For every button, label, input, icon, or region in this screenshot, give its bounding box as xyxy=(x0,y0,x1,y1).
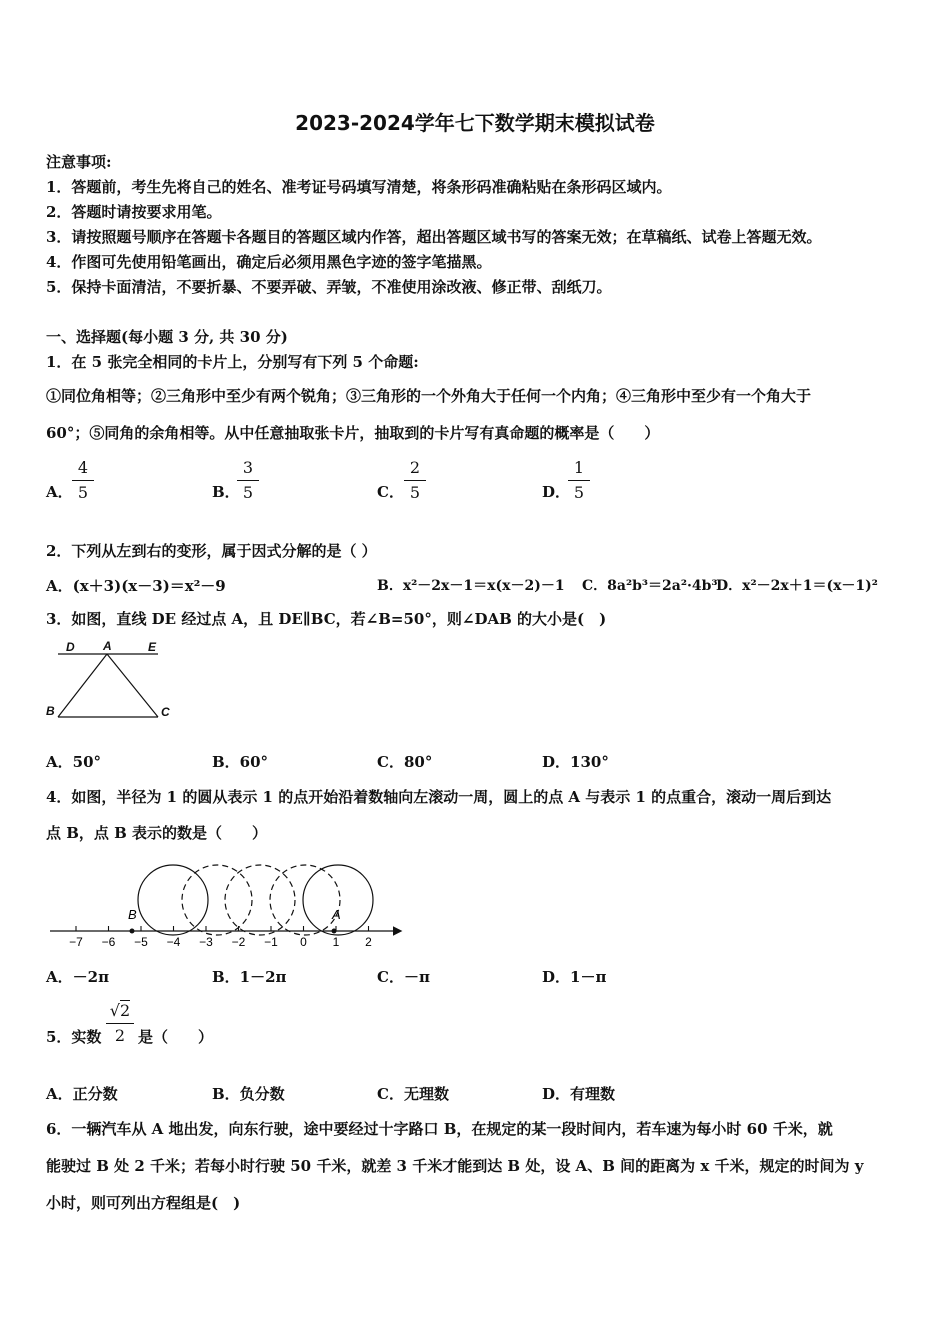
circle-rolling xyxy=(182,865,252,935)
label-e: E xyxy=(148,640,157,654)
fraction-denominator: 5 xyxy=(242,483,254,502)
notice-heading: 注意事项: xyxy=(46,153,112,171)
section-heading: 一、选择题(每小题 3 分, 共 30 分) xyxy=(46,328,288,346)
q2-stem: 2．下列从左到右的变形，属于因式分解的是（ ） xyxy=(46,542,377,560)
q2-option: D．x²－2x＋1＝(x－1)² xyxy=(716,578,878,594)
q3-option: C．80° xyxy=(377,753,433,771)
notice-item: 5．保持卡面清洁，不要折暴、不要弄破、弄皱，不准使用涂改液、修正带、刮纸刀。 xyxy=(46,278,612,296)
q1-option-fraction xyxy=(404,458,426,503)
q1-option-fraction xyxy=(72,458,94,503)
circle-rolling xyxy=(225,865,295,935)
q2-option: C．8a²b³＝2a²·4b³ xyxy=(582,578,718,594)
label-d: D xyxy=(66,640,75,654)
notice-item: 1．答题前，考生先将自己的姓名、准考证号码填写清楚，将条形码准确粘贴在条形码区域内。 xyxy=(46,178,672,196)
sqrt-icon: √ xyxy=(109,1001,120,1020)
fraction-denominator: 2 xyxy=(114,1026,126,1045)
q4-option: B．1－2π xyxy=(212,968,287,986)
q2-option: B．x²－2x－1＝x(x－2)－1 xyxy=(377,578,565,594)
axis-tick-label: −7 xyxy=(69,935,83,949)
q3-option: A．50° xyxy=(46,753,102,771)
q4-option: D．1－π xyxy=(542,968,607,986)
fraction-numerator: 4 xyxy=(77,458,89,477)
circle-rolling xyxy=(270,865,340,935)
label-c: C xyxy=(161,705,170,719)
radicand: 2 xyxy=(120,1001,131,1020)
q6-stem-line: 能驶过 B 处 2 千米；若每小时行驶 50 千米，就差 3 千米才能到达 B 处，设 A、B 间的距离为 x 千米，规定的时间为 y xyxy=(46,1157,864,1175)
axis-tick-label: 2 xyxy=(365,935,372,949)
label-b: B xyxy=(46,704,55,718)
q1-stem-line: 1．在 5 张完全相同的卡片上，分别写有下列 5 个命题: xyxy=(46,353,419,371)
q3-option: B．60° xyxy=(212,753,269,771)
axis-tick-labels xyxy=(69,935,372,949)
q1-option-label: D． xyxy=(542,483,571,501)
q1-option-label: C． xyxy=(377,483,404,501)
fraction-denominator: 5 xyxy=(573,483,585,502)
notice-item: 4．作图可先使用铅笔画出，确定后必须用黑色字迹的签字笔描黑。 xyxy=(46,253,492,271)
circle-end xyxy=(138,865,208,935)
notice-item: 2．答题时请按要求用笔。 xyxy=(46,203,222,221)
q4-option: C．－π xyxy=(377,968,430,986)
q5-option: B．负分数 xyxy=(212,1085,285,1103)
axis-tick-label: −3 xyxy=(199,935,213,949)
notice-item: 3．请按照题号顺序在答题卡各题目的答题区域内作答，超出答题区域书写的答案无效；在草稿纸、试卷上答题无效。 xyxy=(46,228,822,246)
q5-option: A．正分数 xyxy=(46,1085,118,1103)
label-b: B xyxy=(128,907,137,922)
q1-stem-line: ①同位角相等；②三角形中至少有两个锐角；③三角形的一个外角大于任何一个内角；④三角形中至少有一个角大于 xyxy=(46,387,812,405)
q6-stem-line: 小时，则可列出方程组是( ) xyxy=(46,1194,241,1212)
point-b xyxy=(130,929,135,934)
fraction-denominator: 5 xyxy=(77,483,89,502)
point-a xyxy=(332,929,337,934)
sqrt-expression xyxy=(106,1000,134,1022)
q5-option: D．有理数 xyxy=(542,1085,616,1103)
q4-number-line-figure xyxy=(40,850,410,955)
q6-stem-line: 6．一辆汽车从 A 地出发，向东行驶，途中要经过十字路口 B，在规定的某一段时间内，若车速为每小时 60 千米，就 xyxy=(46,1120,833,1138)
fraction-numerator: 1 xyxy=(573,458,585,477)
q5-suffix: 是（ ） xyxy=(138,1028,214,1046)
q5-prefix: 5．实数 xyxy=(46,1028,102,1046)
fraction-denominator: 5 xyxy=(409,483,421,502)
segment-ac xyxy=(107,654,158,717)
q3-stem: 3．如图，直线 DE 经过点 A，且 DE∥BC，若∠B=50°，则∠DAB 的大小是( ) xyxy=(46,610,607,628)
axis-tick-label: −6 xyxy=(101,935,116,949)
q4-stem-line: 点 B，点 B 表示的数是（ ） xyxy=(46,824,268,842)
label-a: A xyxy=(103,639,112,653)
segment-ab xyxy=(58,654,107,717)
label-a: A xyxy=(332,907,341,922)
q1-stem-line: 60°；⑤同角的余角相等。从中任意抽取张卡片，抽取到的卡片写有真命题的概率是（ ） xyxy=(46,424,660,442)
q5-fraction xyxy=(106,1000,134,1047)
axis-tick-label: 0 xyxy=(300,935,307,949)
q2-option: A．(x＋3)(x－3)＝x²－9 xyxy=(46,577,226,595)
axis-tick-label: −4 xyxy=(166,935,181,949)
axis-tick-label: 1 xyxy=(332,935,340,949)
q1-option-fraction xyxy=(568,458,590,503)
circle-start xyxy=(303,865,373,935)
q1-option-label: B． xyxy=(212,483,240,501)
page-title: 2023-2024学年七下数学期末模拟试卷 xyxy=(295,111,655,135)
q1-option-fraction xyxy=(237,458,259,503)
axis-tick-label: −2 xyxy=(231,935,246,949)
q4-stem-line: 4．如图，半径为 1 的圆从表示 1 的点开始沿着数轴向左滚动一周，圆上的点 A 与表示 1 的点重合，滚动一周后到达 xyxy=(46,788,832,806)
axis-tick-label: −5 xyxy=(134,935,148,949)
q4-option: A．－2π xyxy=(46,968,110,986)
q5-option: C．无理数 xyxy=(377,1085,449,1103)
fraction-numerator: 2 xyxy=(409,458,421,477)
q1-option-label: A． xyxy=(46,483,73,501)
axis-tick-label: −1 xyxy=(264,935,278,949)
fraction-numerator: 3 xyxy=(242,458,254,477)
q3-option: D．130° xyxy=(542,753,609,771)
